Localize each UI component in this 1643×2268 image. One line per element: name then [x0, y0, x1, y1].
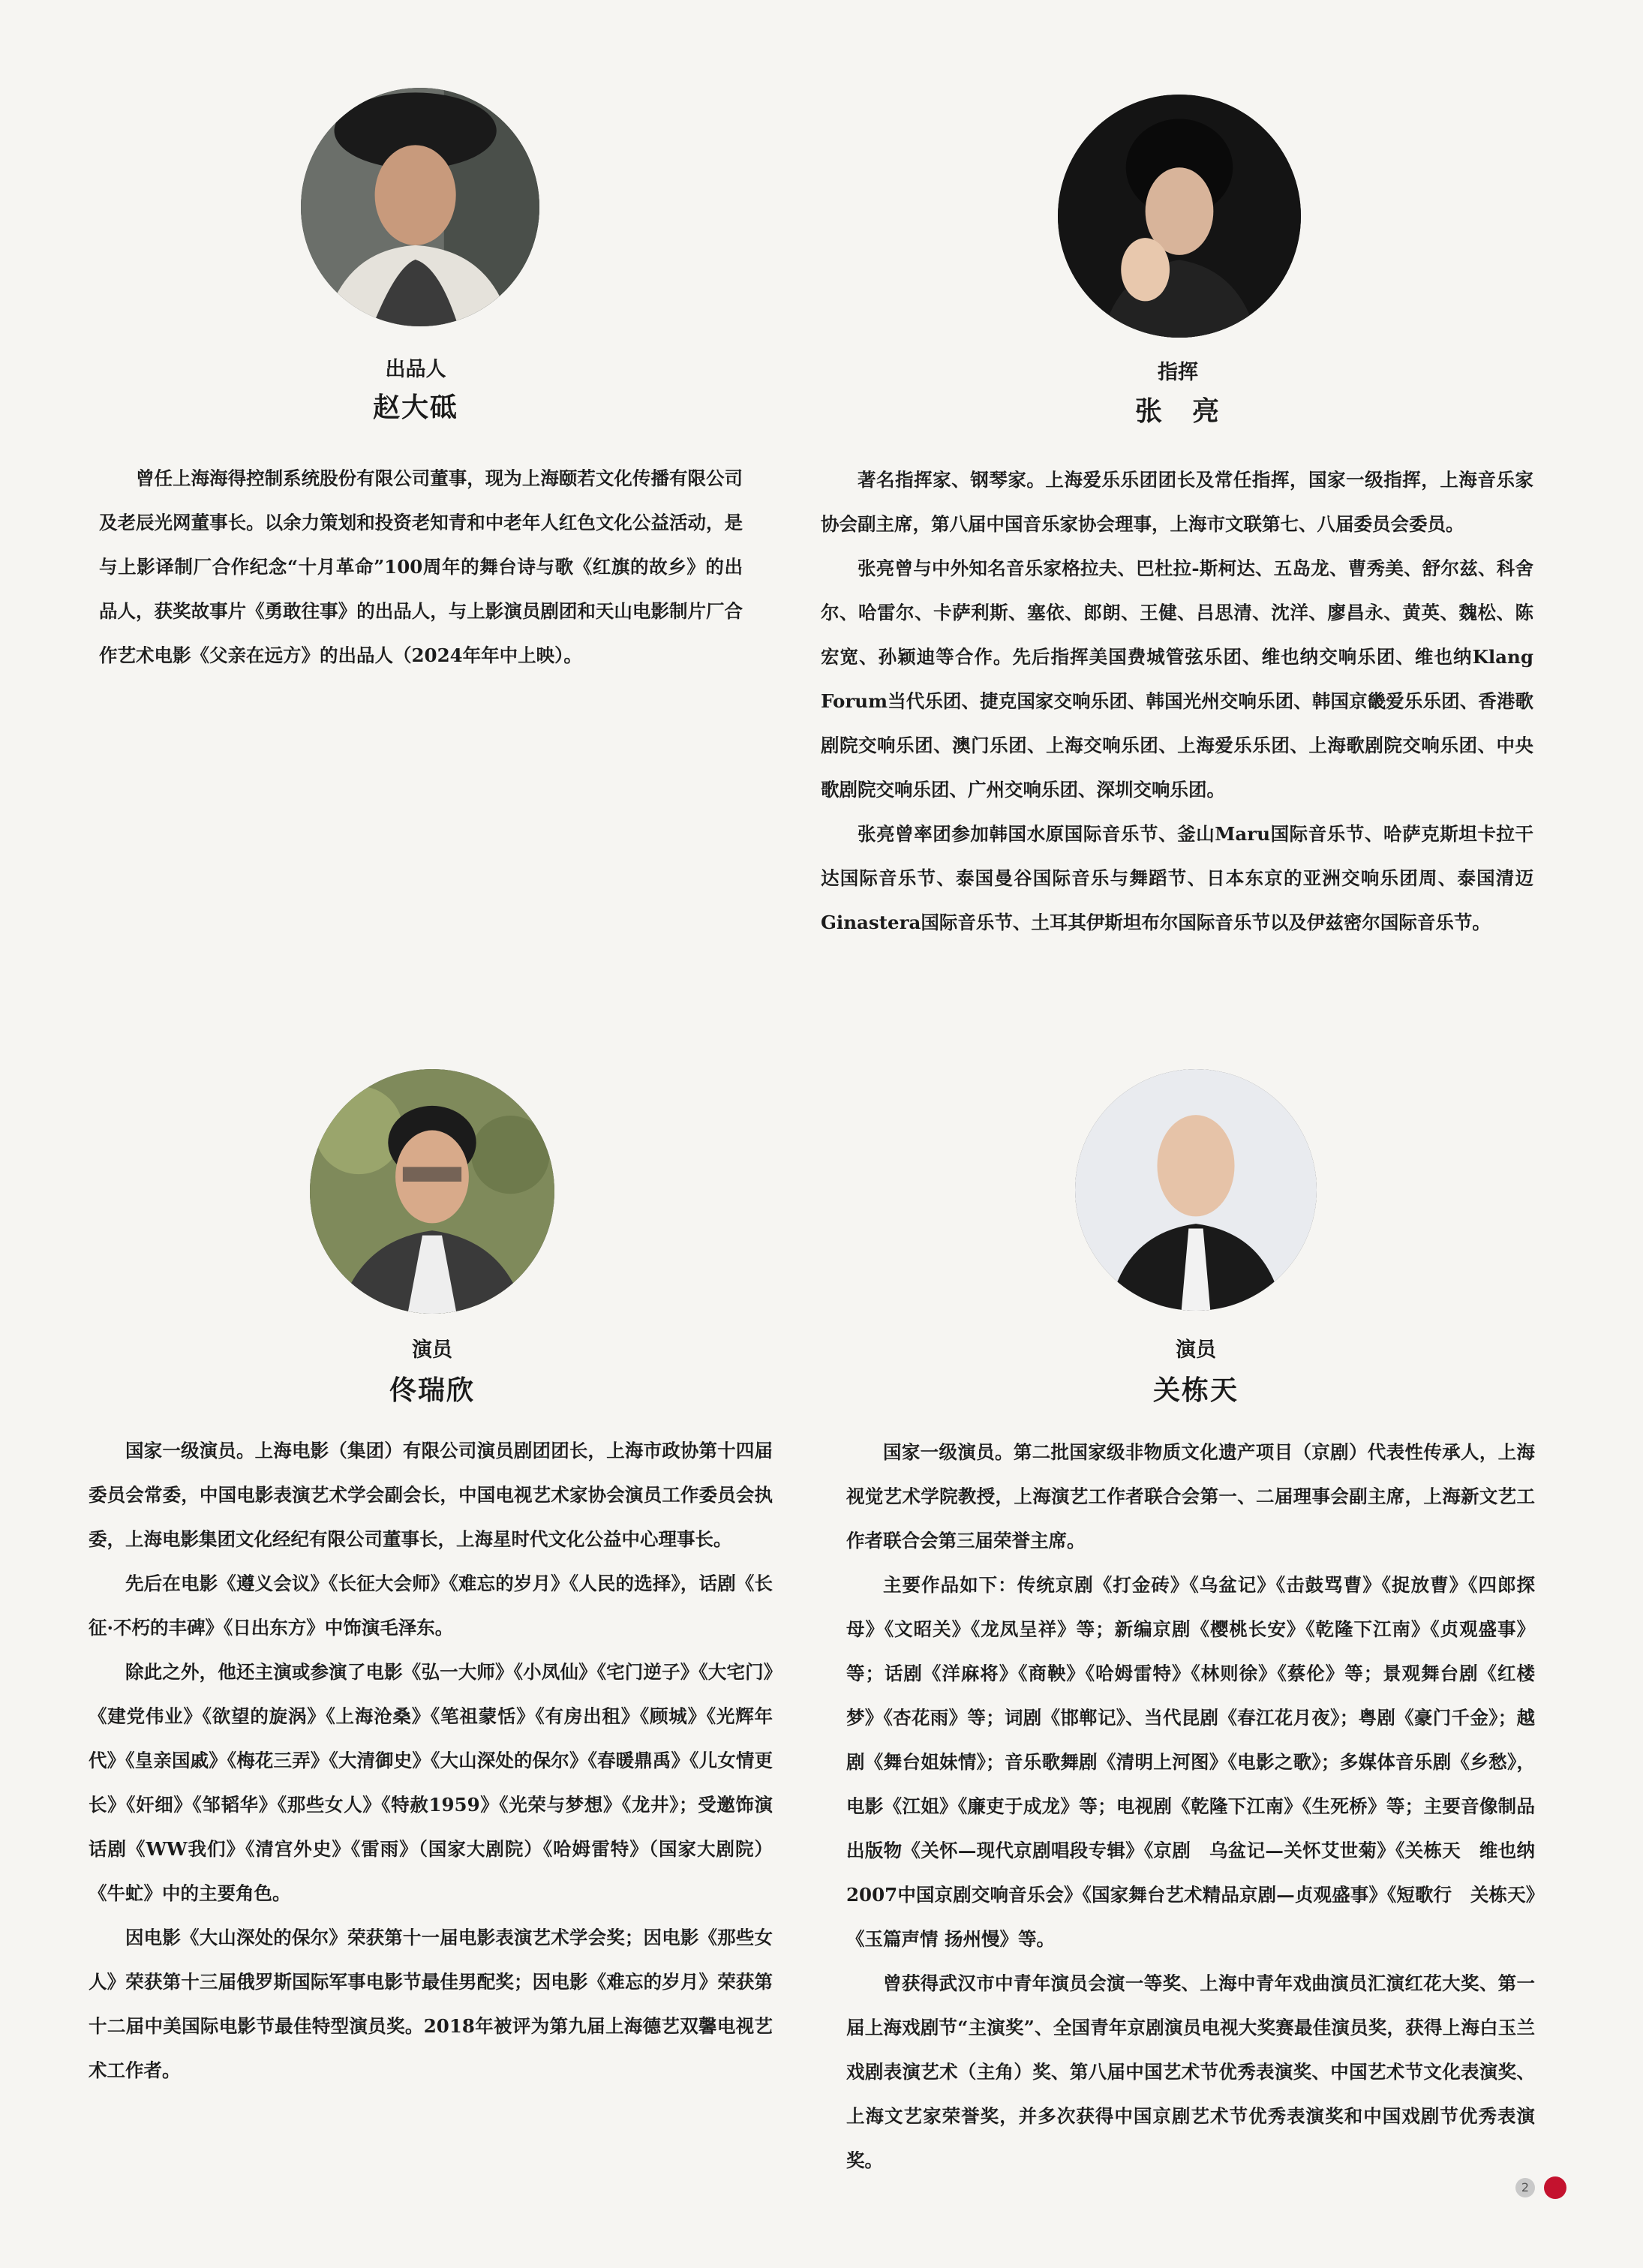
- person-name: 赵大砥: [372, 392, 458, 423]
- role-label: 演员: [412, 1338, 452, 1362]
- bio-text: [821, 458, 1533, 945]
- bio-text: [99, 456, 743, 677]
- portrait-photo: [1058, 95, 1301, 338]
- bio-paragraph: 张亮曾率团参加韩国水原国际音乐节、釜山Maru国际音乐节、哈萨克斯坦卡拉干达国际音乐节、泰国曼谷国际音乐与舞蹈节、日本东京的亚洲交响乐团周、泰国清迈Ginastera国际音乐节、土耳其伊斯坦布尔国际音乐节以及伊兹密尔国际音乐节。: [821, 823, 1533, 933]
- portrait-photo: [1075, 1069, 1317, 1311]
- bio-paragraph: 因电影《大山深处的保尔》荣获第十一届电影表演艺术学会奖；因电影《那些女人》荣获第十三届俄罗斯国际军事电影节最佳男配奖；因电影《难忘的岁月》荣获第十二届中美国际电影节最佳特型演员奖。2018年被评为第九届上海德艺双馨电视艺术工作者。: [89, 1927, 773, 2081]
- bio-paragraph: 国家一级演员。第二批国家级非物质文化遗产项目（京剧）代表性传承人，上海视觉艺术学院教授，上海演艺工作者联合会第一、二届理事会副主席，上海新文艺工作者联合会第三届荣誉主席。: [846, 1441, 1535, 1552]
- red-dot-icon: [1544, 2176, 1566, 2199]
- bio-paragraph: 著名指挥家、钢琴家。上海爱乐乐团团长及常任指挥，国家一级指挥，上海音乐家协会副主席，第八届中国音乐家协会理事，上海市文联第七、八届委员会委员。: [821, 469, 1533, 535]
- bio-text: [846, 1430, 1535, 2182]
- bio-text: [89, 1428, 773, 2092]
- page-indicator: [1515, 2172, 1575, 2199]
- role-label: 演员: [1176, 1338, 1216, 1362]
- person-name: 佟瑞欣: [389, 1374, 475, 1406]
- role-label: 出品人: [385, 358, 446, 381]
- bio-paragraph: 除此之外，他还主演或参演了电影《弘一大师》《小凤仙》《宅门逆子》《大宅门》《建党伟业》《欲望的旋涡》《上海沧桑》《笔祖蒙恬》《有房出租》《顾城》《光辉年代》《皇亲国戚》《梅花三弄》《大清御史》《大山深处的保尔》《春暖鼎禹》《儿女情更长》《奸细》《邹韬华》《那些女人》《特赦1959》《光荣与梦想》《龙井》；受邀饰演话剧《WW我们》《清宫外史》《雷雨》（国家大剧院）《哈姆雷特》（国家大剧院）《牛虻》中的主要角色。: [89, 1661, 773, 1904]
- bio-paragraph: 曾获得武汉市中青年演员会演一等奖、上海中青年戏曲演员汇演红花大奖、第一届上海戏剧节“主演奖”、全国青年京剧演员电视大奖赛最佳演员奖，获得上海白玉兰戏剧表演艺术（主角）奖、第八届中国艺术节优秀表演奖、中国艺术节文化表演奖、上海文艺家荣誉奖，并多次获得中国京剧艺术节优秀表演奖和中国戏剧节优秀表演奖。: [846, 1972, 1535, 2171]
- bio-paragraph: 曾任上海海得控制系统股份有限公司董事，现为上海颐若文化传播有限公司及老辰光网董事长。以余力策划和投资老知青和中老年人红色文化公益活动，是与上影译制厂合作纪念“十月革命”100周年的舞台诗与歌《红旗的故乡》的出品人，获奖故事片《勇敢往事》的出品人，与上影演员剧团和天山电影制片厂合作艺术电影《父亲在远方》的出品人（2024年年中上映）。: [99, 467, 743, 666]
- bio-paragraph: 先后在电影《遵义会议》《长征大会师》《难忘的岁月》《人民的选择》，话剧《长征·不朽的丰碑》《日出东方》中饰演毛泽东。: [89, 1573, 773, 1639]
- portrait-photo: [301, 88, 539, 326]
- portrait-photo: [310, 1069, 554, 1314]
- bio-paragraph: 张亮曾与中外知名音乐家格拉夫、巴杜拉-斯柯达、五岛龙、曹秀美、舒尔兹、科舍尔、哈雷尔、卡萨利斯、塞依、郎朗、王健、吕思清、沈洋、廖昌永、黄英、魏松、陈宏宽、孙颖迪等合作。先后指挥美国费城管弦乐团、维也纳交响乐团、维也纳Klang Forum当代乐团、捷克国家交响乐团、韩国光州交响乐团、韩国京畿爱乐乐团、香港歌剧院交响乐团、澳门乐团、上海交响乐团、上海爱乐乐团、上海歌剧院交响乐团、中央歌剧院交响乐团、广州交响乐团、深圳交响乐团。: [821, 557, 1533, 801]
- person-name: 张 亮: [1134, 395, 1221, 427]
- role-label: 指挥: [1158, 361, 1198, 384]
- bio-paragraph: 国家一级演员。上海电影（集团）有限公司演员剧团团长，上海市政协第十四届委员会常委，中国电影表演艺术学会副会长，中国电视艺术家协会演员工作委员会执委，上海电影集团文化经纪有限公司董事长，上海星时代文化公益中心理事长。: [89, 1440, 773, 1550]
- person-name: 关栋天: [1152, 1374, 1239, 1406]
- page-number: 2: [1515, 2178, 1535, 2197]
- bio-paragraph: 主要作品如下：传统京剧《打金砖》《乌盆记》《击鼓骂曹》《捉放曹》《四郎探母》《文昭关》《龙凤呈祥》等；新编京剧《樱桃长安》《乾隆下江南》《贞观盛事》等；话剧《洋麻将》《商鞅》《哈姆雷特》《林则徐》《蔡伦》等；景观舞台剧《红楼梦》《杏花雨》等；词剧《邯郸记》、当代昆剧《春江花月夜》；粤剧《豪门千金》；越剧《舞台姐妹情》；音乐歌舞剧《清明上河图》《电影之歌》；多媒体音乐剧《乡愁》，电影《江姐》《廉吏于成龙》等；电视剧《乾隆下江南》《生死桥》等；主要音像制品出版物《关怀—现代京剧唱段专辑》《京剧 乌盆记—关怀艾世菊》《关栋天 维也纳2007中国京剧交响音乐会》《国家舞台艺术精品京剧—贞观盛事》《短歌行 关栋天》《玉篇声情 扬州慢》等。: [846, 1574, 1535, 1950]
